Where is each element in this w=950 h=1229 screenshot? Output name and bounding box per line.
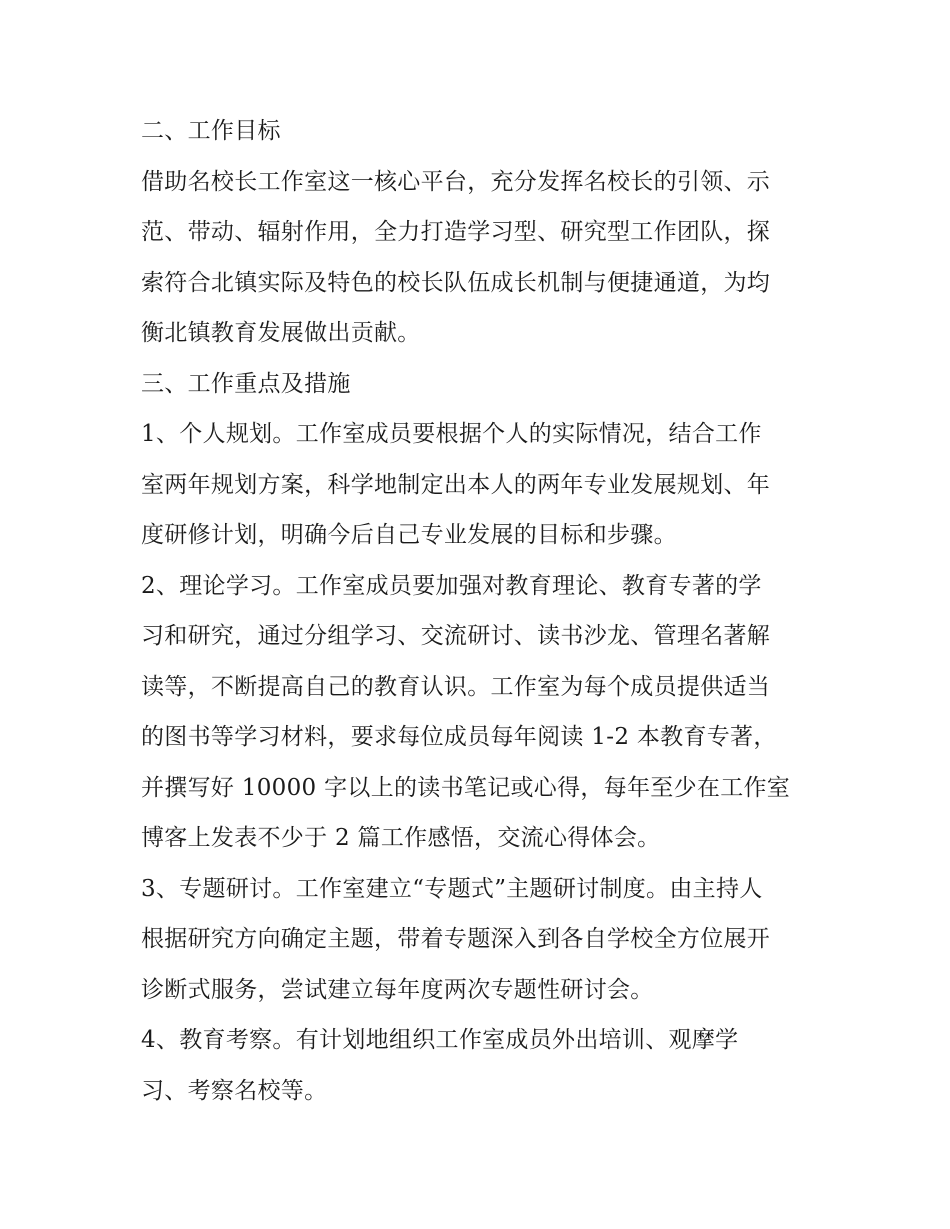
text-line: 衡北镇教育发展做出贡献。 — [141, 320, 421, 346]
text-line: 2、理论学习。工作室成员要加强对教育理论、教育专著的学 — [141, 572, 762, 599]
text-line: 索符合北镇实际及特色的校长队伍成长机制与便捷通道，为均 — [141, 269, 771, 296]
text-line: 并撰写好 10000 字以上的读书笔记或心得，每年至少在工作室 — [141, 774, 791, 801]
text-line: 3、专题研讨。工作室建立“专题式”主题研讨制度。由主持人 — [141, 875, 763, 902]
heading-key-measures — [141, 359, 817, 410]
text-line: 读等，不断提高自己的教育认识。工作室为每个成员提供适当 — [141, 673, 771, 700]
text-line: 室两年规划方案，科学地制定出本人的两年专业发展规划、年 — [141, 471, 771, 498]
text-line: 诊断式服务，尝试建立每年度两次专题性研讨会。 — [141, 976, 654, 1003]
text-line: 的图书等学习材料，要求每位成员每年阅读 1-2 本教育专著， — [141, 724, 777, 750]
text-line: 习、考察名校等。 — [141, 1077, 328, 1104]
heading-work-goals — [141, 106, 817, 157]
text-line: 范、带动、辐射作用，全力打造学习型、研究型工作团队，探 — [141, 219, 771, 245]
paragraph-item-2 — [141, 561, 817, 864]
text-line: 博客上发表不少于 2 篇工作感悟，交流心得体会。 — [141, 825, 661, 851]
text-line: 度研修计划，明确今后自己专业发展的目标和步骤。 — [141, 522, 677, 548]
document-body — [141, 106, 817, 1116]
paragraph-item-1 — [141, 409, 817, 561]
text-line: 4、教育考察。有计划地组织工作室成员外出培训、观摩学 — [141, 1027, 739, 1053]
text-line: 三、工作重点及措施 — [141, 370, 351, 397]
paragraph-item-4 — [141, 1015, 817, 1116]
text-line: 借助名校长工作室这一核心平台，充分发挥名校长的引领、示 — [141, 168, 771, 195]
paragraph-item-3 — [141, 864, 817, 1016]
paragraph-goals — [141, 157, 817, 359]
text-line: 习和研究，通过分组学习、交流研讨、读书沙龙、管理名著解 — [141, 623, 771, 649]
text-line: 二、工作目标 — [141, 118, 281, 144]
text-line: 根据研究方向确定主题，带着专题深入到各自学校全方位展开 — [141, 926, 771, 952]
text-line: 1、个人规划。工作室成员要根据个人的实际情况，结合工作 — [141, 421, 762, 447]
